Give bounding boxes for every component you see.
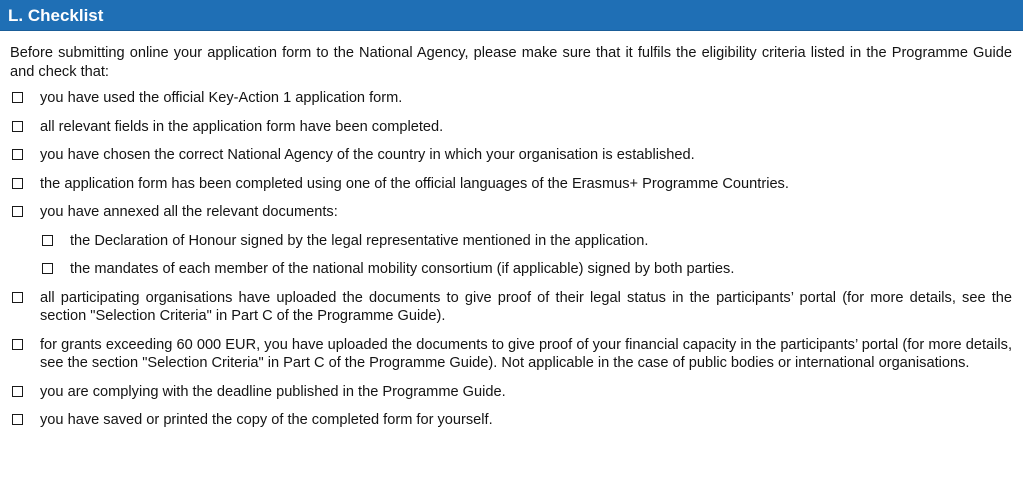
checklist-item-fields-completed <box>10 118 1012 137</box>
checklist-item-text: all relevant fields in the application form have been completed. <box>40 118 444 135</box>
checklist-item-official-language <box>10 175 1012 194</box>
checklist-item-financial-capacity <box>10 336 1012 373</box>
checklist-item-text: all participating organisations have uploaded the documents to give proof of their legal status in the participants’ portal (for more details, see the section "Selection Criteria" in Part C of the Programme Guide). <box>40 289 1012 324</box>
section-title: L. Checklist <box>8 6 104 25</box>
checkbox[interactable] <box>12 178 23 189</box>
checklist-item-text: the application form has been completed using one of the official languages of the Erasmus+ Programme Countries. <box>40 175 789 192</box>
checklist-content <box>10 44 1012 440</box>
section-header <box>0 0 1023 31</box>
checkbox[interactable] <box>12 386 23 397</box>
checklist-item-saved-copy <box>10 411 1012 430</box>
checkbox[interactable] <box>12 206 23 217</box>
checklist-item-text: you have used the official Key-Action 1 application form. <box>40 90 403 106</box>
checkbox[interactable] <box>12 92 23 103</box>
checkbox[interactable] <box>12 414 23 425</box>
intro-text: Before submitting online your application form to the National Agency, please make sure that it fulfils the eligibility criteria listed in the Programme Guide and check that: <box>10 45 1012 80</box>
checklist-subitem-declaration-of-honour <box>40 232 1012 251</box>
checkbox[interactable] <box>12 149 23 160</box>
checklist-item-legal-status <box>10 289 1012 326</box>
checkbox[interactable] <box>12 121 23 132</box>
checklist-subitem-mandates <box>40 260 1012 279</box>
checklist-item-text: you are complying with the deadline published in the Programme Guide. <box>40 383 506 400</box>
checklist-item-annexed-documents <box>10 203 1012 222</box>
checkbox[interactable] <box>42 235 53 246</box>
checkbox[interactable] <box>12 339 23 350</box>
checklist-item-official-form <box>10 89 1012 108</box>
checkbox[interactable] <box>42 263 53 274</box>
checkbox[interactable] <box>12 292 23 303</box>
checklist-item-deadline <box>10 383 1012 402</box>
checklist-item-text: you have saved or printed the copy of the completed form for yourself. <box>40 412 493 428</box>
checklist-item-national-agency <box>10 146 1012 165</box>
checklist-item-text: the mandates of each member of the national mobility consortium (if applicable) signed by both parties. <box>70 261 735 277</box>
checklist-item-text: for grants exceeding 60 000 EUR, you have uploaded the documents to give proof of your financial capacity in the participants’ portal (for more details, see the section "Selection Criteria" in Part C of the Programme Guide). Not applicable in the case of public bodies or international organisations. <box>40 336 1012 371</box>
checklist-item-text: the Declaration of Honour signed by the legal representative mentioned in the application. <box>70 232 649 249</box>
checklist-item-text: you have chosen the correct National Agency of the country in which your organisation is established. <box>40 147 695 163</box>
checklist-item-text: you have annexed all the relevant documents: <box>40 204 338 220</box>
